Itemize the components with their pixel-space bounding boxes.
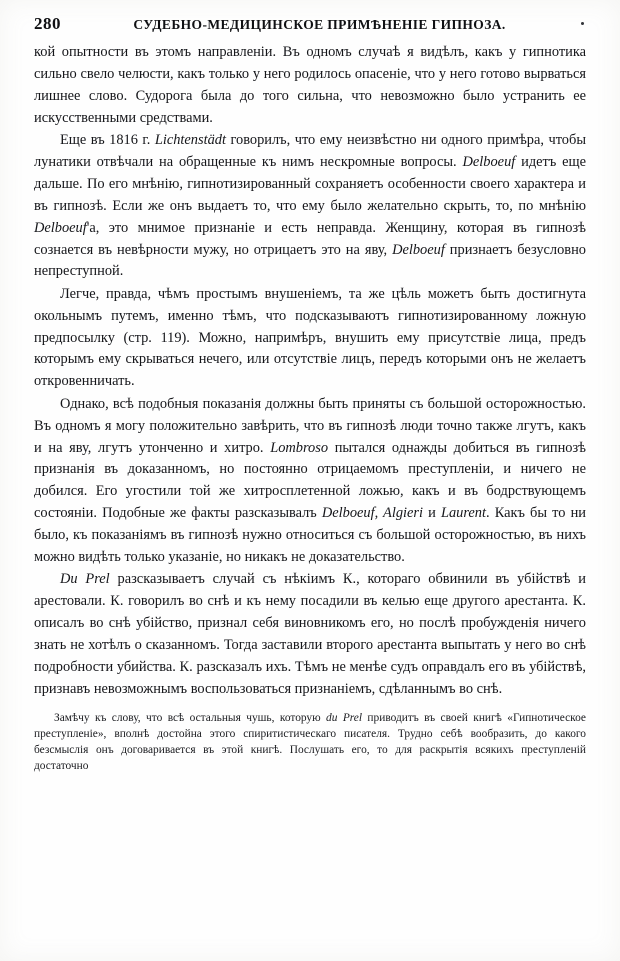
text-run: и [423, 505, 441, 522]
text-run: 'а, это мнимое признаніе и есть неправда. Женщину, которая въ гипнозѣ сознается въ невѣрности мужу, но отрицаетъ это на яву, [34, 219, 586, 258]
italic-run: du Prel [326, 711, 363, 724]
italic-run: Delboeuf [34, 219, 87, 236]
text-run: приводитъ въ своей книгѣ «Гипнотическое преступленіе», вполнѣ достойна этого спиритистическаго писателя. Трудно себѣ вообразить, до какого безсмыслія онъ договаривается въ этой книгѣ. Послушать его, то для раскрытія всякихъ преступленій достаточно [34, 711, 586, 773]
text-run: идетъ еще дальше. По его мнѣнію, гипнотизированный сохраняетъ особенности своего характера и въ гипнозѣ. Если же онъ выдаетъ то, что ему было желательно скрыть, то, по мнѣнію [34, 153, 586, 214]
italic-run: Delboeuf, Algieri [321, 505, 424, 522]
italic-run: Lombroso [270, 439, 329, 456]
page-header [34, 14, 586, 36]
page-number: 280 [34, 14, 61, 33]
paragraph-1 [34, 42, 586, 130]
text-run: разсказываетъ случай съ нѣкіимъ К., котораго обвинили въ убійствѣ и арестовали. К. говорилъ во снѣ и къ нему посадили въ келью еще другого арестанта. К. описалъ во снѣ убійство, признал себя виновникомъ его, но послѣ пробужденія ничего знать не хотѣлъ о сказанномъ. Тогда заставили второго арестанта выпытать у него во снѣ подробности убийства. К. разсказалъ ихъ. Тѣмъ не менѣе судъ оправдалъ его въ убійствѣ, признавъ невозможнымъ воспользоваться признаніемъ, сдѣланнымъ во снѣ. [34, 571, 586, 697]
running-head-title: СУДЕБНО-МЕДИЦИНСКОЕ ПРИМѢНЕНІЕ ГИПНОЗА. [133, 17, 506, 32]
text-run: кой опытности въ этомъ направленіи. Въ одномъ случаѣ я видѣлъ, какъ у гипнотика сильно свело челюсти, какъ только у него родилось опасеніе, что у него готово вырваться лишнее слово. Судорога была до того сильна, что невозможно было устранить ее искусственными средствами. [34, 44, 586, 126]
italic-run: Lichtenstädt [154, 132, 226, 149]
text-run: признаетъ безусловно непреступной. [34, 241, 586, 280]
text-run: Замѣчу къ слову, что всѣ остальныя чушь, которую [54, 711, 327, 724]
footnote-block [34, 710, 586, 775]
footnote-text [34, 710, 586, 775]
italic-run: Delboeuf [462, 153, 516, 170]
paragraph-5 [34, 569, 586, 700]
text-run: Еще въ 1816 г. [60, 132, 155, 149]
text-run: Легче, правда, чѣмъ простымъ внушеніемъ, та же цѣль можетъ быть достигнута окольнымъ путемъ, именно тѣмъ, что подсказываютъ гипнотизированному ложную предпосылку (стр. 119). Можно, напримѣръ, внушить ему присутствіе лица, предъ которымъ ему скрываться нечего, или отсутствіе лицъ, передъ которыми онъ не желаетъ откровенничать. [34, 285, 586, 390]
body-text [34, 42, 586, 701]
paragraph-3 [34, 284, 586, 393]
paragraph-4 [34, 394, 586, 569]
header-dot-mark [581, 22, 584, 25]
text-run: . Какъ бы то ни было, къ показаніямъ въ гипнозѣ нужно относиться съ большой осторожностью, въ нихъ можно видѣть только указаніе, но никакъ не доказательство. [34, 505, 586, 565]
italic-run: Laurent [440, 505, 486, 522]
paragraph-2 [34, 130, 586, 283]
text-run: говорилъ, что ему неизвѣстно ни одного примѣра, чтобы лунатики отвѣчали на обращенные къ нимъ нескромные вопросы. [34, 132, 586, 170]
text-run: пытался однажды добиться въ гипнозѣ признанія въ доказанномъ, но постоянно отрицаемомъ преступленіи, и ничего не добился. Его угостили той же хитросплетенной ложью, какъ и въ бодрствующемъ состояніи. Подобные же факты разсказывалъ [34, 439, 586, 522]
text-run: Однако, всѣ подобныя показанія должны быть приняты съ большой осторожностью. Въ одномъ я могу положительно завѣрить, что въ гипнозѣ люди точно также лгутъ, какъ и на яву, лгутъ утонченно и хитро. [34, 395, 586, 456]
italic-run: Du Prel [60, 571, 110, 588]
italic-run: Delboeuf [392, 241, 445, 258]
